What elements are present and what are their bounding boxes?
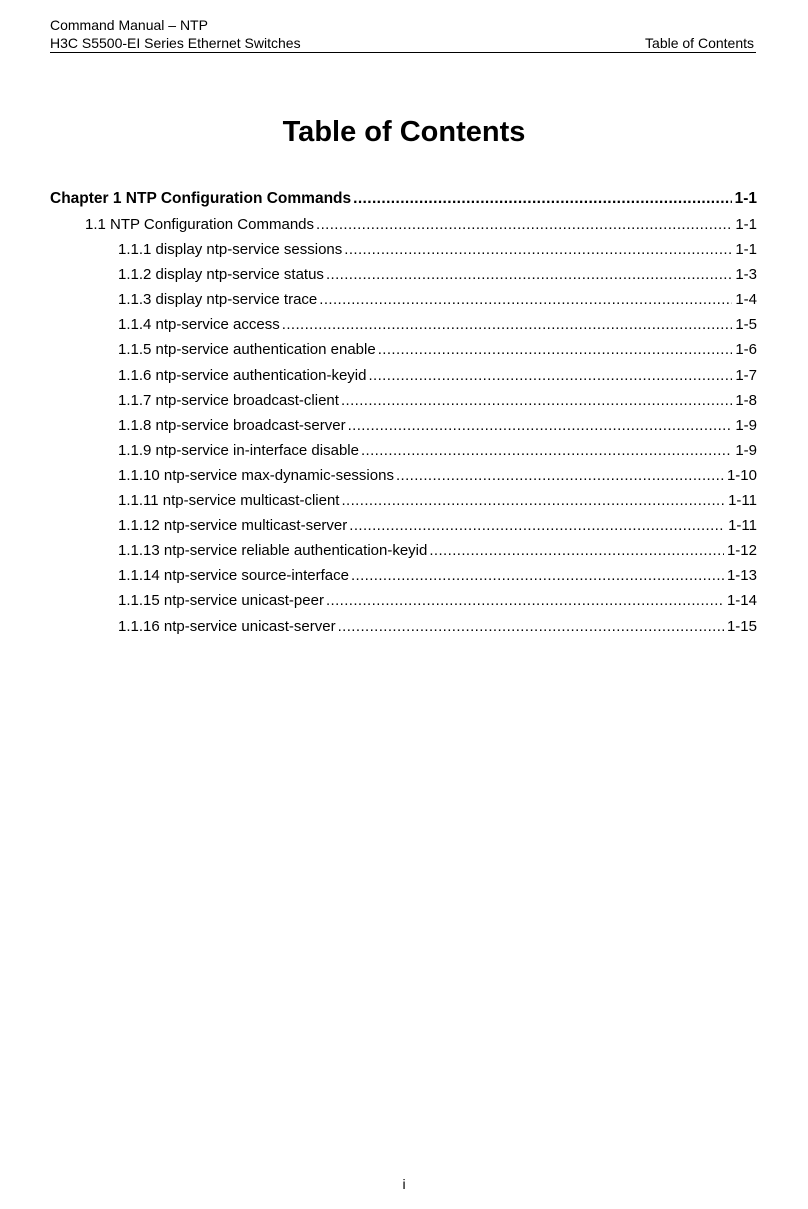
toc-entry-label: 1.1.2 display ntp-service status xyxy=(118,266,324,284)
toc-entry-page: 1-1 xyxy=(734,190,757,207)
toc-dot-leader xyxy=(344,237,732,262)
toc-entry-1-1-15[interactable] xyxy=(50,588,757,613)
page-header xyxy=(50,14,756,53)
toc-entry-page: 1-8 xyxy=(735,391,757,409)
toc-entry-label: 1.1.15 ntp-service unicast-peer xyxy=(118,592,324,610)
toc-entry-section-1-1[interactable] xyxy=(50,212,757,237)
toc-entry-1-1-12[interactable] xyxy=(50,513,757,538)
toc-entry-1-1-7[interactable] xyxy=(50,388,757,413)
toc-entry-1-1-8[interactable] xyxy=(50,413,757,438)
toc-entry-page: 1-10 xyxy=(726,466,757,484)
toc-entry-label: 1.1.13 ntp-service reliable authentication-keyid xyxy=(118,542,428,560)
toc-entry-page: 1-14 xyxy=(726,592,757,610)
toc-entry-page: 1-12 xyxy=(726,542,757,560)
toc-entry-label: 1.1.12 ntp-service multicast-server xyxy=(118,517,348,535)
toc-dot-leader xyxy=(341,388,732,413)
toc-entry-1-1-3[interactable] xyxy=(50,287,757,312)
toc-entry-page: 1-11 xyxy=(728,517,757,535)
toc-entry-page: 1-9 xyxy=(735,441,757,459)
toc-dot-leader xyxy=(316,212,732,237)
toc-entry-label: 1.1.10 ntp-service max-dynamic-sessions xyxy=(118,466,394,484)
page-number: i xyxy=(402,1176,406,1192)
toc-dot-leader xyxy=(378,337,733,362)
toc-entry-page: 1-11 xyxy=(728,492,757,510)
toc-dot-leader xyxy=(368,363,732,388)
toc-dot-leader xyxy=(396,463,724,488)
header-section-name: Table of Contents xyxy=(645,35,754,51)
toc-entry-1-1-14[interactable] xyxy=(50,563,757,588)
toc-dot-leader xyxy=(282,312,733,337)
toc-entry-label: 1.1.1 display ntp-service sessions xyxy=(118,241,343,259)
header-product-name: H3C S5500-EI Series Ethernet Switches xyxy=(50,35,301,51)
toc-dot-leader xyxy=(429,538,724,563)
toc-entry-1-1-5[interactable] xyxy=(50,337,757,362)
toc-entry-label: 1.1.11 ntp-service multicast-client xyxy=(118,492,340,510)
toc-entry-page: 1-4 xyxy=(735,291,757,309)
header-manual-title: Command Manual – NTP xyxy=(50,17,208,33)
toc-entry-1-1-1[interactable] xyxy=(50,237,757,262)
toc-entry-label: 1.1.3 display ntp-service trace xyxy=(118,291,318,309)
toc-entry-1-1-13[interactable] xyxy=(50,538,757,563)
toc-entry-label: 1.1.8 ntp-service broadcast-server xyxy=(118,416,346,434)
toc-entry-label: 1.1.7 ntp-service broadcast-client xyxy=(118,391,339,409)
toc-entry-1-1-11[interactable] xyxy=(50,488,757,513)
table-of-contents xyxy=(50,186,757,639)
toc-entry-page: 1-1 xyxy=(735,241,757,259)
toc-entry-label: 1.1.16 ntp-service unicast-server xyxy=(118,617,336,635)
toc-entry-1-1-6[interactable] xyxy=(50,363,757,388)
toc-entry-label: 1.1 NTP Configuration Commands xyxy=(85,216,314,233)
toc-entry-1-1-9[interactable] xyxy=(50,438,757,463)
toc-entry-label: 1.1.14 ntp-service source-interface xyxy=(118,567,349,585)
toc-dot-leader xyxy=(349,513,725,538)
toc-entry-page: 1-9 xyxy=(735,416,757,434)
toc-dot-leader xyxy=(326,262,732,287)
toc-dot-leader xyxy=(338,614,724,639)
toc-dot-leader xyxy=(319,287,732,312)
toc-entry-page: 1-3 xyxy=(735,266,757,284)
toc-entry-page: 1-6 xyxy=(735,341,757,359)
toc-entry-1-1-4[interactable] xyxy=(50,312,757,337)
toc-dot-leader xyxy=(326,588,724,613)
toc-entry-page: 1-13 xyxy=(726,567,757,585)
toc-dot-leader xyxy=(341,488,725,513)
toc-entry-page: 1-15 xyxy=(726,617,757,635)
toc-dot-leader xyxy=(348,413,733,438)
toc-entry-label: 1.1.5 ntp-service authentication enable xyxy=(118,341,376,359)
toc-entry-label: Chapter 1 NTP Configuration Commands xyxy=(50,190,352,207)
toc-entry-1-1-10[interactable] xyxy=(50,463,757,488)
toc-entry-1-1-16[interactable] xyxy=(50,614,757,639)
toc-entry-label: 1.1.4 ntp-service access xyxy=(118,316,280,334)
toc-entry-label: 1.1.9 ntp-service in-interface disable xyxy=(118,441,359,459)
toc-entry-page: 1-5 xyxy=(735,316,757,334)
toc-entry-1-1-2[interactable] xyxy=(50,262,757,287)
page-title: Table of Contents xyxy=(282,116,526,148)
toc-dot-leader xyxy=(351,563,724,588)
toc-dot-leader xyxy=(353,186,731,211)
toc-entry-page: 1-7 xyxy=(735,366,757,384)
toc-entry-page: 1-1 xyxy=(735,216,757,233)
toc-entry-chapter-1[interactable] xyxy=(50,186,757,212)
toc-entry-label: 1.1.6 ntp-service authentication-keyid xyxy=(118,366,367,384)
toc-dot-leader xyxy=(361,438,732,463)
